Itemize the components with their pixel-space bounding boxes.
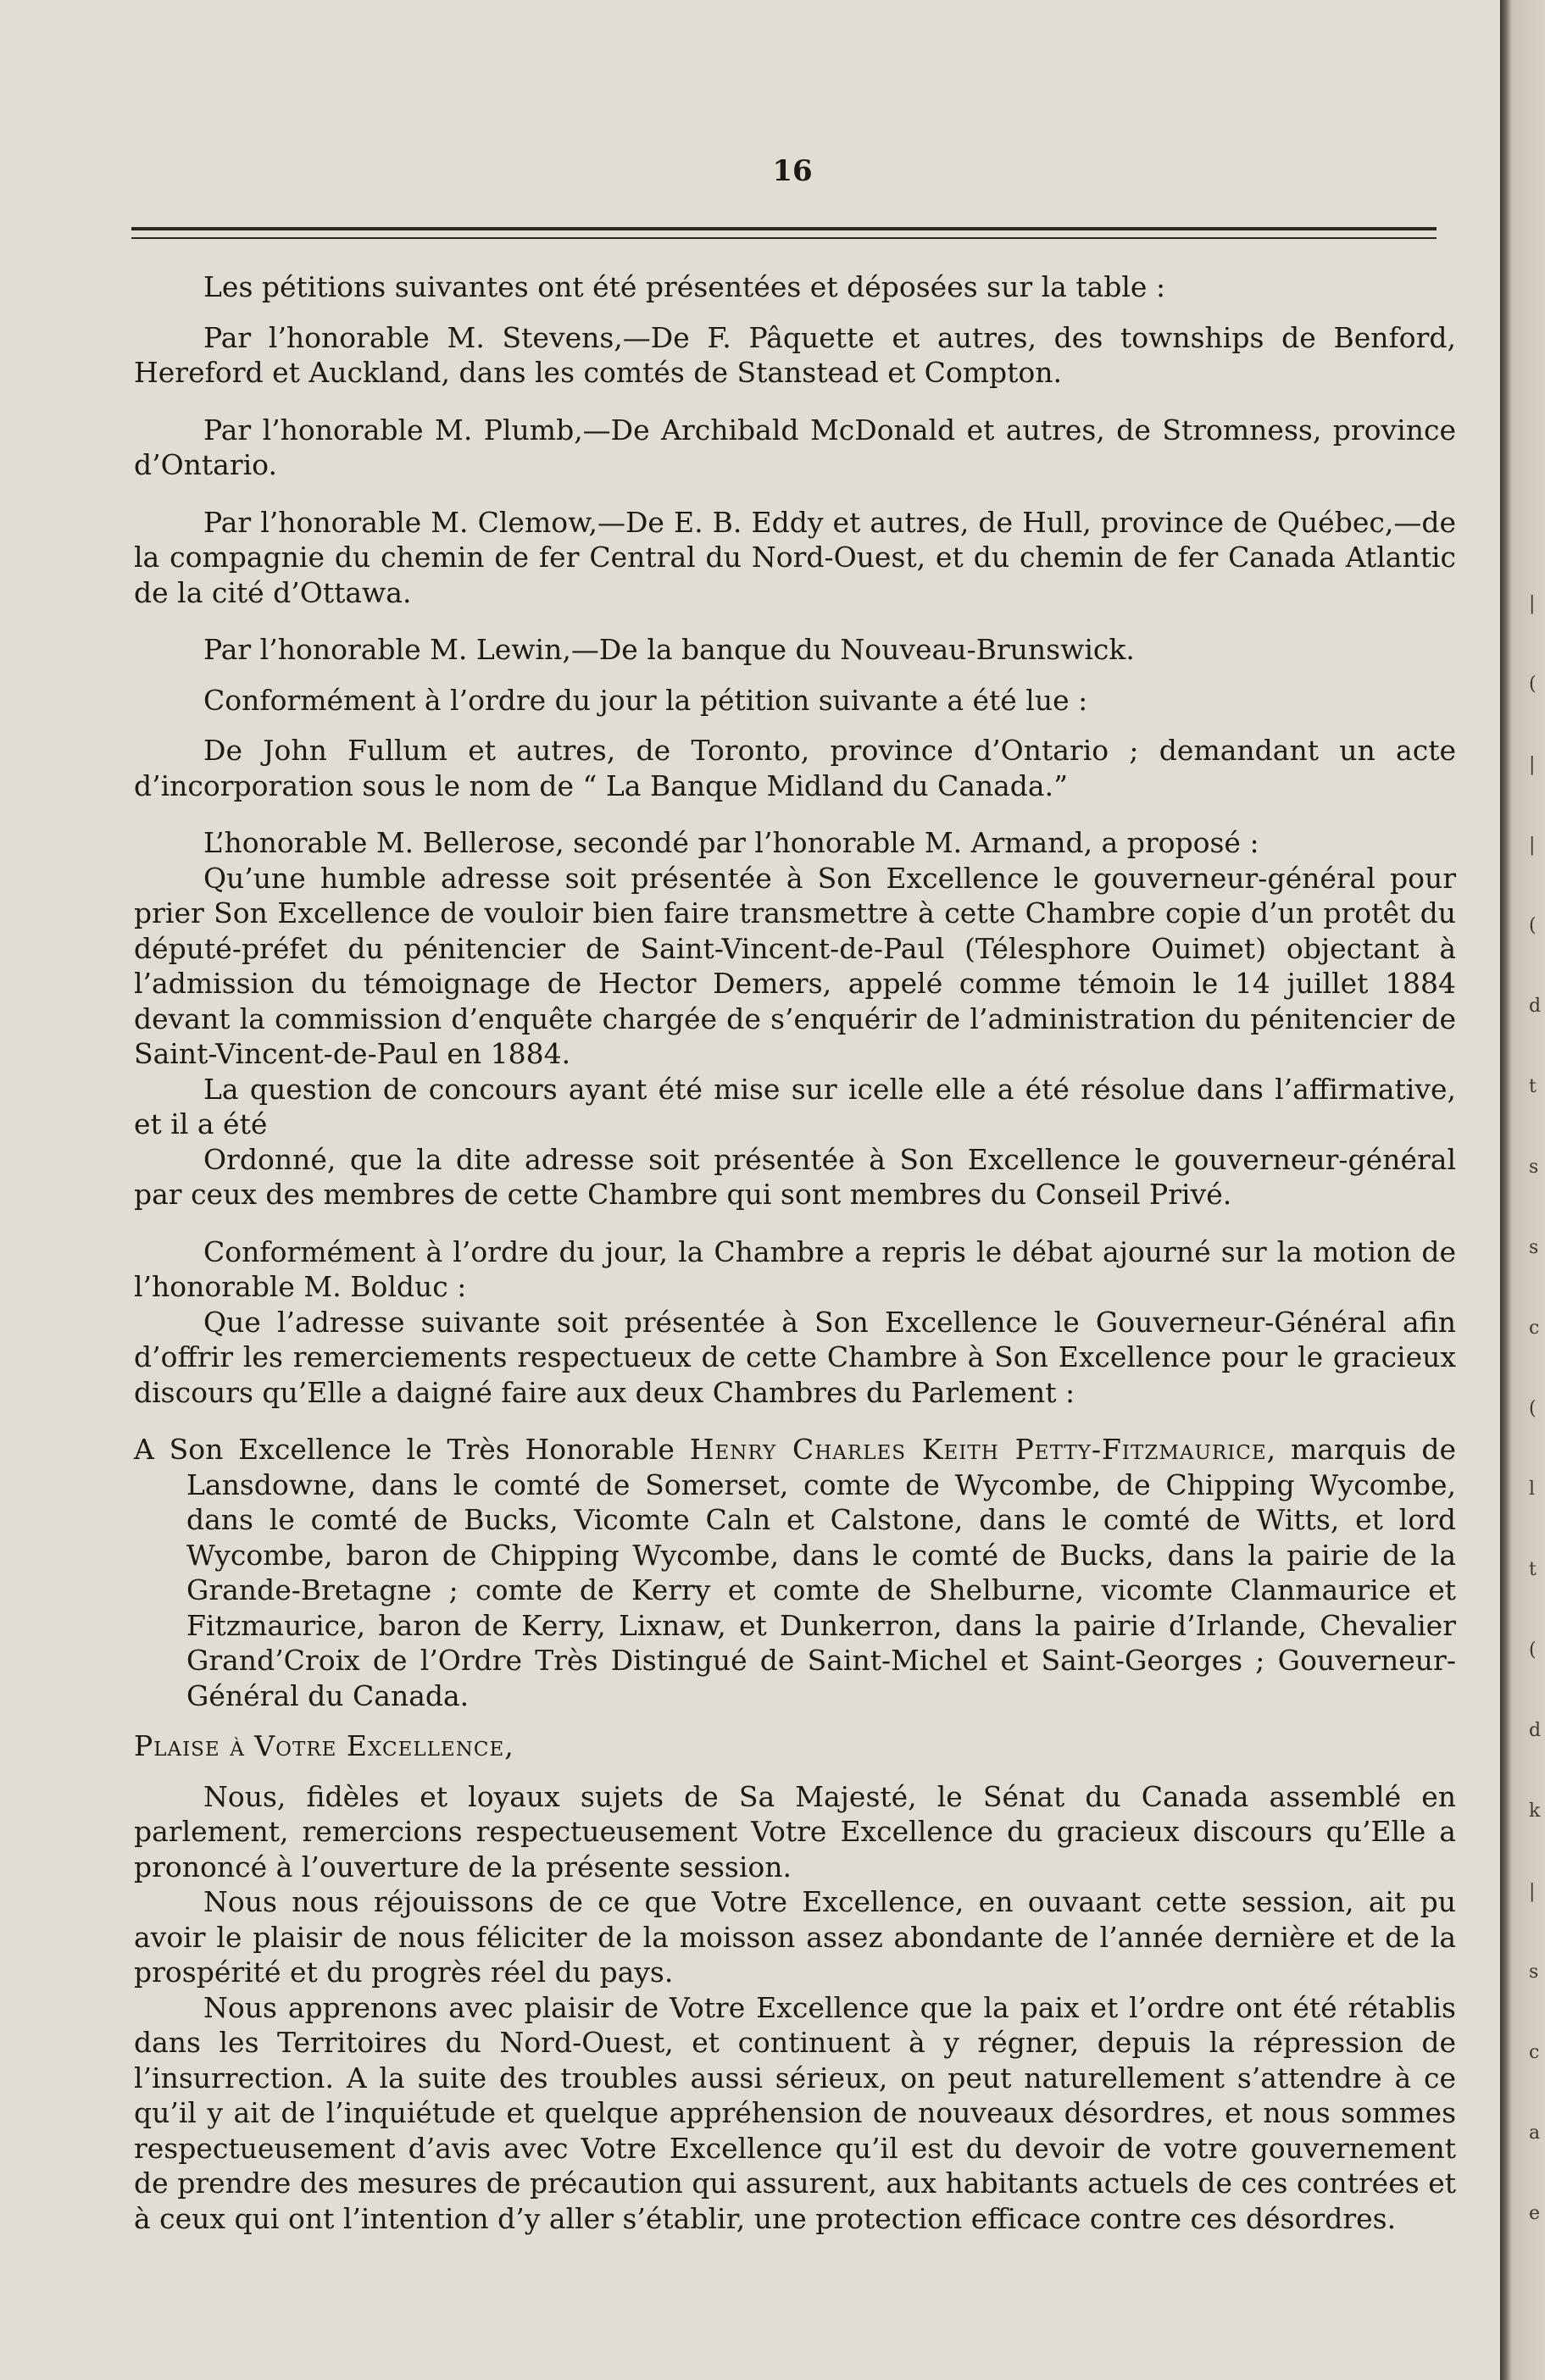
paragraph-address-body-3: Nous apprenons avec plaisir de Votre Excellence que la paix et l’ordre ont été rétablis dans les Territoires du Nord-Ouest, et continuent à y régner, depuis la répression de l’insurrection. A la suite des troubles aussi sérieux, on peut naturellement s’attendre à ce qu’il y ait de l’inquiétude et quelque appréhension de nouveaux désordres, et nous sommes respectueusement d’avis avec Votre Excellence qu’il est du devoir de votre gouvernement de prendre des mesures de précaution qui assurent, aux habitants actuels de ces contrées et à ceux qui ont l’intention d’y aller s’établir, une protection efficace contre ces désordres. (134, 1990, 1456, 2235)
facing-page-edge-text (1526, 0, 1545, 2380)
edge-glyph: | (1529, 593, 1536, 614)
edge-glyph: ( (1529, 915, 1537, 936)
edge-glyph: d (1529, 996, 1542, 1017)
header-rule-thick (131, 227, 1437, 230)
edge-glyph: t (1529, 1076, 1537, 1097)
paragraph-order-of-day-2: Conformément à l’ordre du jour, la Chambre a repris le débat ajourné sur la motion de l’honorable M. Bolduc : (134, 1234, 1456, 1303)
edge-glyph: l (1529, 1478, 1536, 1500)
paragraph-bellerose-motion: L’honorable M. Bellerose, secondé par l’honorable M. Armand, a proposé : (203, 826, 1259, 859)
paragraph-petition-clemow: Par l’honorable M. Clemow,—De E. B. Eddy et autres, de Hull, province de Québec,—de la compagnie du chemin de fer Central du Nord-Ouest, et du chemin de fer Canada Atlantic de la cité d’Ottawa. (134, 505, 1456, 609)
paragraph-petition-plumb: Par l’honorable M. Plumb,—De Archibald McDonald et autres, de Stromness, province d’Ontario. (134, 413, 1456, 481)
edge-glyph: t (1529, 1559, 1537, 1580)
paragraph-humble-address: Qu’une humble adresse soit présentée à Son Excellence le gouverneur-général pour prier Son Excellence de vouloir bien faire transmettre à cette Chambre copie d’un protêt du député-préfet du pénitencier de Saint-Vincent-de-Paul (Télesphore Ouimet) objectant à l’admission du témoignage de Hector Demers, appelé comme témoin le 14 juillet 1884 devant la commission d’enquête chargée de s’enquérir de l’administration du pénitencier de Saint-Vincent-de-Paul en 1884. (134, 861, 1456, 1070)
edge-glyph: c (1529, 2042, 1540, 2063)
paragraph-address-body-1: Nous, fidèles et loyaux sujets de Sa Majesté, le Sénat du Canada assemblé en parlement, remercions respectueusement Votre Excellence du gracieux discours qu’Elle a prononcé à l’ouverture de la présente session. (134, 1779, 1456, 1883)
page-number: 16 (772, 154, 813, 188)
edge-glyph: | (1529, 754, 1536, 775)
edge-glyph: a (1529, 2122, 1541, 2144)
edge-glyph: e (1529, 2203, 1541, 2224)
paragraph-ordered: Ordonné, que la dite adresse soit présentée à Son Excellence le gouverneur-général par ceux des membres de cette Chambre qui sont membres du Conseil Privé. (134, 1142, 1456, 1211)
edge-glyph: s (1529, 1157, 1539, 1178)
salutation: Plaise à Votre Excellence, (134, 1729, 514, 1762)
paragraph-concurrence: La question de concours ayant été mise sur icelle elle a été résolue dans l’affirmative, et il a été (134, 1072, 1456, 1140)
header-rule-thin (131, 237, 1437, 239)
paragraph-fullum-petition: De John Fullum et autres, de Toronto, province d’Ontario ; demandant un acte d’incorporation sous le nom de “ La Banque Midland du Canada.” (134, 734, 1456, 802)
paragraph-address-body-2: Nous nous réjouissons de ce que Votre Excellence, en ouvaant cette session, ait pu avoir le plaisir de nous féliciter de la moisson assez abondante de l’année dernière et de la prospérité et du progrès réel du pays. (134, 1885, 1456, 1989)
edge-glyph: ( (1529, 1639, 1537, 1661)
paragraph-address-heading (134, 1432, 1456, 1713)
edge-glyph: | (1529, 835, 1536, 856)
address-governor-name: Henry Charles Keith Petty-Fitzmaurice (689, 1433, 1267, 1466)
paragraph-petitions-intro: Les pétitions suivantes ont été présentées et déposées sur la table : (203, 270, 1166, 303)
edge-glyph: ( (1529, 1398, 1537, 1419)
address-titles: , marquis de Lansdowne, dans le comté de Somerset, comte de Wycombe, de Chipping Wycombe, dans le comté de Bucks, Vicomte Caln et Calstone, dans le comté de Witts, et lord Wycombe, baron de Chipping Wycombe, dans le comté de Bucks, dans la pairie de la Grande-Bretagne ; comte de Kerry et comte de Shelburne, vicomte Clanmaurice et Fitzmaurice, baron de Kerry, Lixnaw, et Dunkerron, dans la pairie d’Irlande, Chevalier Grand’Croix de l’Ordre Très Distingué de Saint-Michel et Saint-Georges ; Gouverneur-Général du Canada. (186, 1433, 1457, 1712)
edge-glyph: | (1529, 1881, 1536, 1902)
edge-glyph: ( (1529, 674, 1537, 695)
edge-glyph: k (1529, 1800, 1541, 1822)
paragraph-order-of-day-1: Conformément à l’ordre du jour la pétition suivante a été lue : (203, 683, 1088, 717)
edge-glyph: c (1529, 1318, 1540, 1339)
edge-glyph: d (1529, 1720, 1542, 1741)
paragraph-petition-lewin: Par l’honorable M. Lewin,—De la banque du Nouveau-Brunswick. (203, 633, 1135, 666)
paragraph-address-motion: Que l’adresse suivante soit présentée à Son Excellence le Gouverneur-Général afin d’offrir les remerciements respectueux de cette Chambre à Son Excellence pour le gracieux discours qu’Elle a daigné faire aux deux Chambres du Parlement : (134, 1305, 1456, 1409)
page-body (134, 269, 1456, 2236)
edge-glyph: s (1529, 1237, 1539, 1258)
address-prefix: A Son Excellence le Très Honorable (134, 1433, 690, 1466)
paragraph-petition-stevens: Par l’honorable M. Stevens,—De F. Pâquette et autres, des townships de Benford, Hereford et Auckland, dans les comtés de Stanstead et Compton. (134, 320, 1456, 389)
edge-glyph: s (1529, 1961, 1539, 1983)
